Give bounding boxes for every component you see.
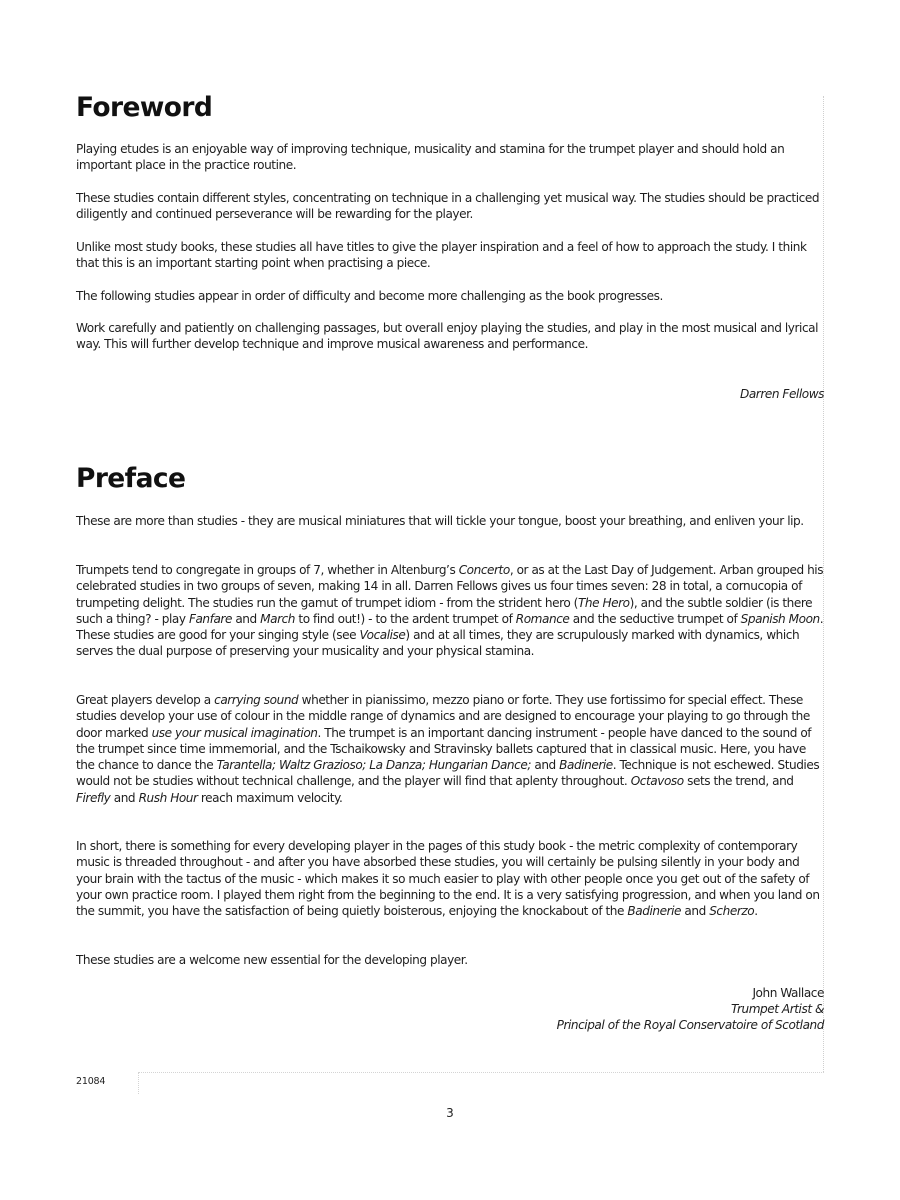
preface-paragraph-4: In short, there is something for every developing player in the pages of this study book - the metric complexity of contemporary music is threaded throughout - and after you have absorbed these studies, you will certainly be pulsing silently in your body and your brain with the tactus of the music - which makes it so much easier to play with other people once you get out of the safety of your own practice room. I played them right from the beginning to the end. It is a very satisfying progression, and when you land on the summit, you have the satisfaction of being quietly boisterous, enjoying the knockabout of the Badinerie and Scherzo. bbox=[76, 839, 820, 919]
preface-signature-role: Trumpet Artist & bbox=[730, 1002, 824, 1016]
foreword-paragraph-2: These studies contain different styles, concentrating on technique in a challenging yet musical way. The studies should be practiced diligently and continued perseverance will be rewarding for the player. bbox=[76, 191, 820, 222]
preface-paragraph-5: These studies are a welcome new essential for the developing player. bbox=[76, 953, 468, 967]
preface-paragraph-3: Great players develop a carrying sound whether in pianissimo, mezzo piano or forte. They use fortissimo for special effect. These studies develop your use of colour in the middle range of dynamics and are designed to encourage your playing to go through the door marked use your musical imagination. The trumpet is an important dancing instrument - people have danced to the sound of the trumpet since time immemorial, and the Tschaikowsky and Stravinsky ballets captured that in classical music. Here, you have the chance to dance the Tarantella; Waltz Grazioso; La Danza; Hungarian Dance; and Badinerie. Technique is not eschewed. Studies would not be studies without technical challenge, and the player will find that aplenty throughout. Octavoso sets the trend, and Firefly and Rush Hour reach maximum velocity. bbox=[76, 693, 820, 805]
preface-paragraph-1: These are more than studies - they are musical miniatures that will tickle your tongue, boost your breathing, and enliven your lip. bbox=[76, 514, 804, 528]
page-frame-tick bbox=[138, 1072, 139, 1094]
preface-paragraph-2: Trumpets tend to congregate in groups of 7, whether in Altenburg’s Concerto, or as at the Last Day of Judgement. Arban grouped his celebrated studies in two groups of seven, making 14 in all. Darren Fellows gives us four times seven: 28 in total, a cornucopia of trumpeting delight. The studies run the gamut of trumpet idiom - from the strident hero (The Hero), and the subtle soldier (is there such a thing? - play Fanfare and March to find out!) - to the ardent trumpet of Romance and the seductive trumpet of Spanish Moon. These studies are good for your singing style (see Vocalise) and at all times, they are scrupulously marked with dynamics, which serves the dual purpose of preserving your musicality and your physical stamina. bbox=[76, 563, 824, 659]
catalog-number: 21084 bbox=[76, 1076, 106, 1087]
foreword-paragraph-4: The following studies appear in order of difficulty and become more challenging as the book progresses. bbox=[76, 289, 663, 303]
page-frame-bottom-border bbox=[138, 1072, 824, 1073]
preface-signature-name: John Wallace bbox=[752, 986, 824, 1000]
foreword-signature: Darren Fellows bbox=[739, 387, 824, 401]
foreword-heading: Foreword bbox=[76, 92, 213, 123]
preface-heading: Preface bbox=[76, 463, 186, 494]
preface-signature-position: Principal of the Royal Conservatoire of Scotland bbox=[556, 1018, 824, 1032]
foreword-paragraph-1: Playing etudes is an enjoyable way of improving technique, musicality and stamina for the trumpet player and should hold an important place in the practice routine. bbox=[76, 142, 785, 173]
foreword-paragraph-5: Work carefully and patiently on challenging passages, but overall enjoy playing the studies, and play in the most musical and lyrical way. This will further develop technique and improve musical awareness and performance. bbox=[76, 321, 819, 352]
page-number: 3 bbox=[446, 1106, 454, 1120]
foreword-paragraph-3: Unlike most study books, these studies all have titles to give the player inspiration and a feel of how to approach the study. I think that this is an important starting point when practising a piece. bbox=[76, 240, 807, 271]
